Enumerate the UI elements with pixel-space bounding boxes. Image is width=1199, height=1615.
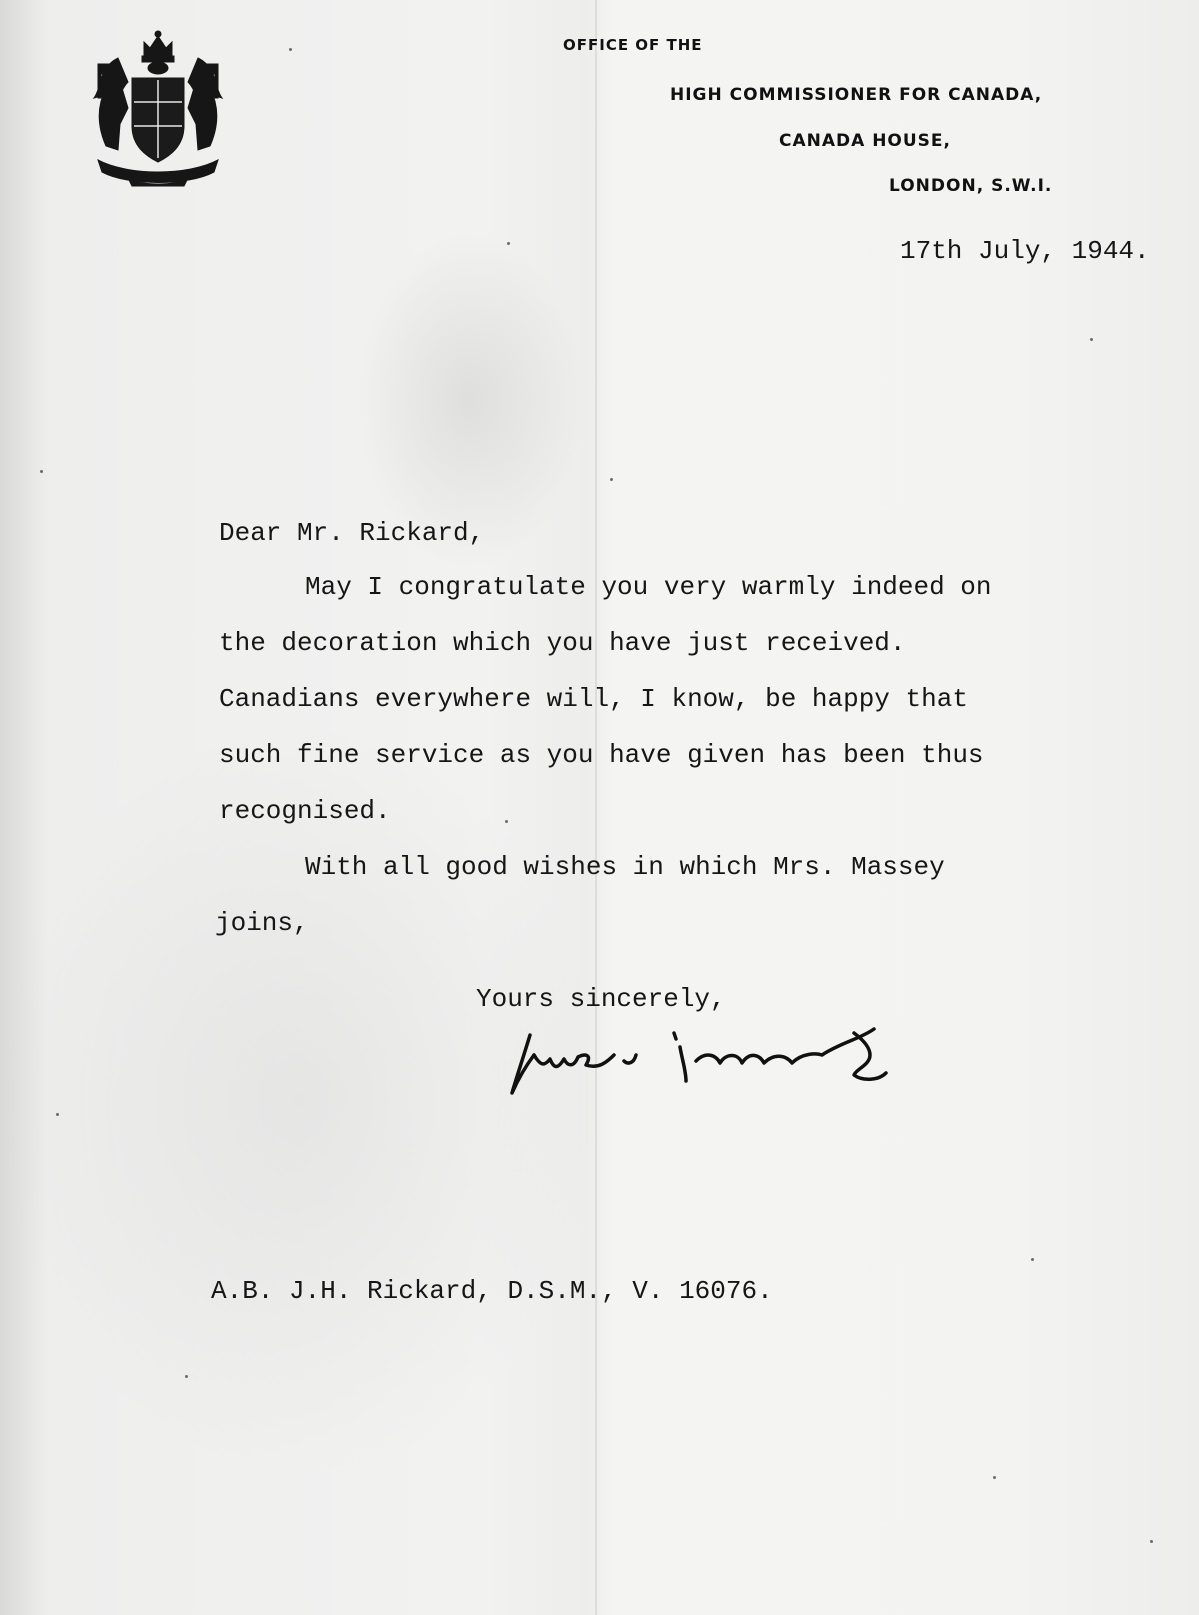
signature bbox=[510, 1025, 910, 1105]
paper-speck bbox=[505, 820, 508, 823]
paper-speck bbox=[1031, 1258, 1034, 1261]
letterhead-building: CANADA HOUSE, bbox=[779, 131, 952, 151]
letterhead-title: HIGH COMMISSIONER FOR CANADA, bbox=[670, 85, 1043, 105]
body-line: May I congratulate you very warmly indeed on bbox=[305, 572, 992, 602]
recipient-line: A.B. J.H. Rickard, D.S.M., V. 16076. bbox=[211, 1276, 773, 1306]
paper-speck bbox=[507, 242, 510, 245]
body-line: With all good wishes in which Mrs. Massey bbox=[305, 852, 945, 882]
paper-speck bbox=[56, 1113, 59, 1116]
royal-crest-icon bbox=[88, 28, 228, 188]
body-line: recognised. bbox=[219, 796, 391, 826]
letter-date: 17th July, 1944. bbox=[900, 236, 1150, 266]
paper-speck bbox=[610, 478, 613, 481]
letterhead-city: LONDON, S.W.I. bbox=[889, 176, 1053, 196]
body-line: joins, bbox=[215, 908, 309, 938]
body-line: such fine service as you have given has been thus bbox=[219, 740, 984, 770]
paper-speck bbox=[1090, 338, 1093, 341]
salutation: Dear Mr. Rickard, bbox=[219, 518, 485, 548]
paper-speck bbox=[185, 1375, 188, 1378]
paper-speck bbox=[1150, 1540, 1153, 1543]
paper-fold bbox=[595, 0, 597, 1615]
paper-speck bbox=[993, 1476, 996, 1479]
body-line: the decoration which you have just received. bbox=[219, 628, 906, 658]
paper-speck bbox=[40, 470, 43, 473]
paper-speck bbox=[289, 48, 292, 51]
closing: Yours sincerely, bbox=[476, 984, 726, 1014]
body-line: Canadians everywhere will, I know, be happy that bbox=[219, 684, 968, 714]
letterhead-office: OFFICE OF THE bbox=[563, 36, 703, 54]
